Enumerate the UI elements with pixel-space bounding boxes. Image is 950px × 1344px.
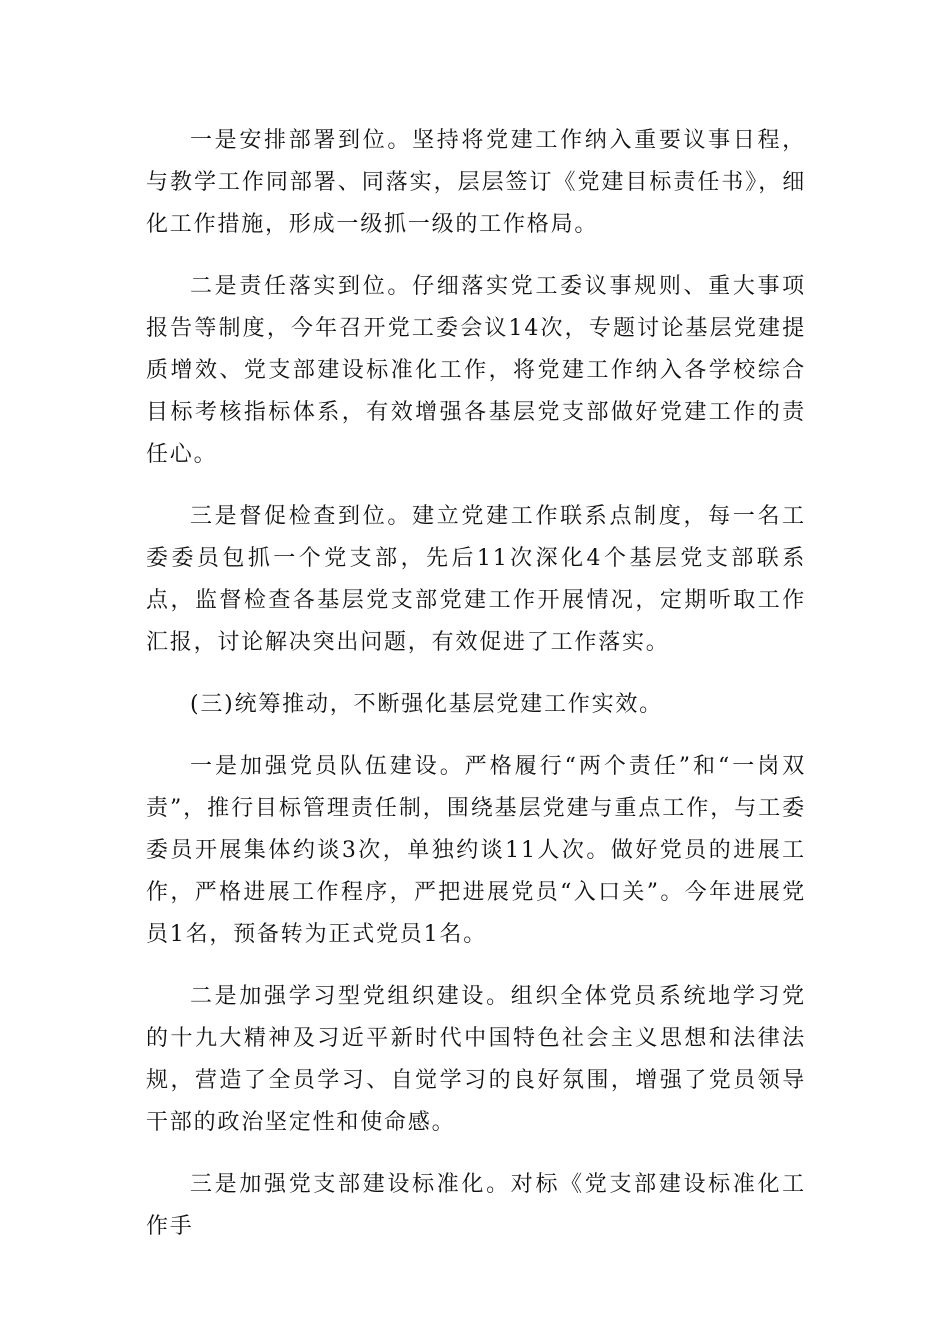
paragraph-standardization: 三是加强党支部建设标准化。对标《党支部建设标准化工作手	[146, 1172, 806, 1239]
paragraph-team-building: 一是加强党员队伍建设。严格履行“两个责任”和“一岗双责”，推行目标管理责任制，围绕基层党建与重点工作，与工委委员开展集体约谈3次，单独约谈11人次。做好党员的进展工作，严格进展工作程序，严把进展党员“入口关”。今年进展党员1名，预备转为正式党员1名。	[146, 754, 806, 947]
paragraph-arrangement: 一是安排部署到位。坚持将党建工作纳入重要议事日程，与教学工作同部署、同落实，层层签订《党建目标责任书》，细化工作措施，形成一级抓一级的工作格局。	[146, 128, 806, 237]
paragraph-inspection: 三是督促检查到位。建立党建工作联系点制度，每一名工委委员包抓一个党支部，先后11次深化4个基层党支部联系点，监督检查各基层党支部党建工作开展情况，定期听取工作汇报，讨论解决突出问题，有效促进了工作落实。	[146, 504, 806, 655]
section-heading-3: (三)统筹推动，不断强化基层党建工作实效。	[190, 692, 663, 717]
document-body	[146, 120, 806, 1268]
paragraph-responsibility: 二是责任落实到位。仔细落实党工委议事规则、重大事项报告等制度，今年召开党工委会议14次，专题讨论基层党建提质增效、党支部建设标准化工作，将党建工作纳入各学校综合目标考核指标体系，有效增强各基层党支部做好党建工作的责任心。	[146, 274, 806, 467]
paragraph-learning-organization: 二是加强学习型党组织建设。组织全体党员系统地学习党的十九大精神及习近平新时代中国特色社会主义思想和法律法规，营造了全员学习、自觉学习的良好氛围，增强了党员领导干部的政治坚定性和使命感。	[146, 984, 806, 1135]
